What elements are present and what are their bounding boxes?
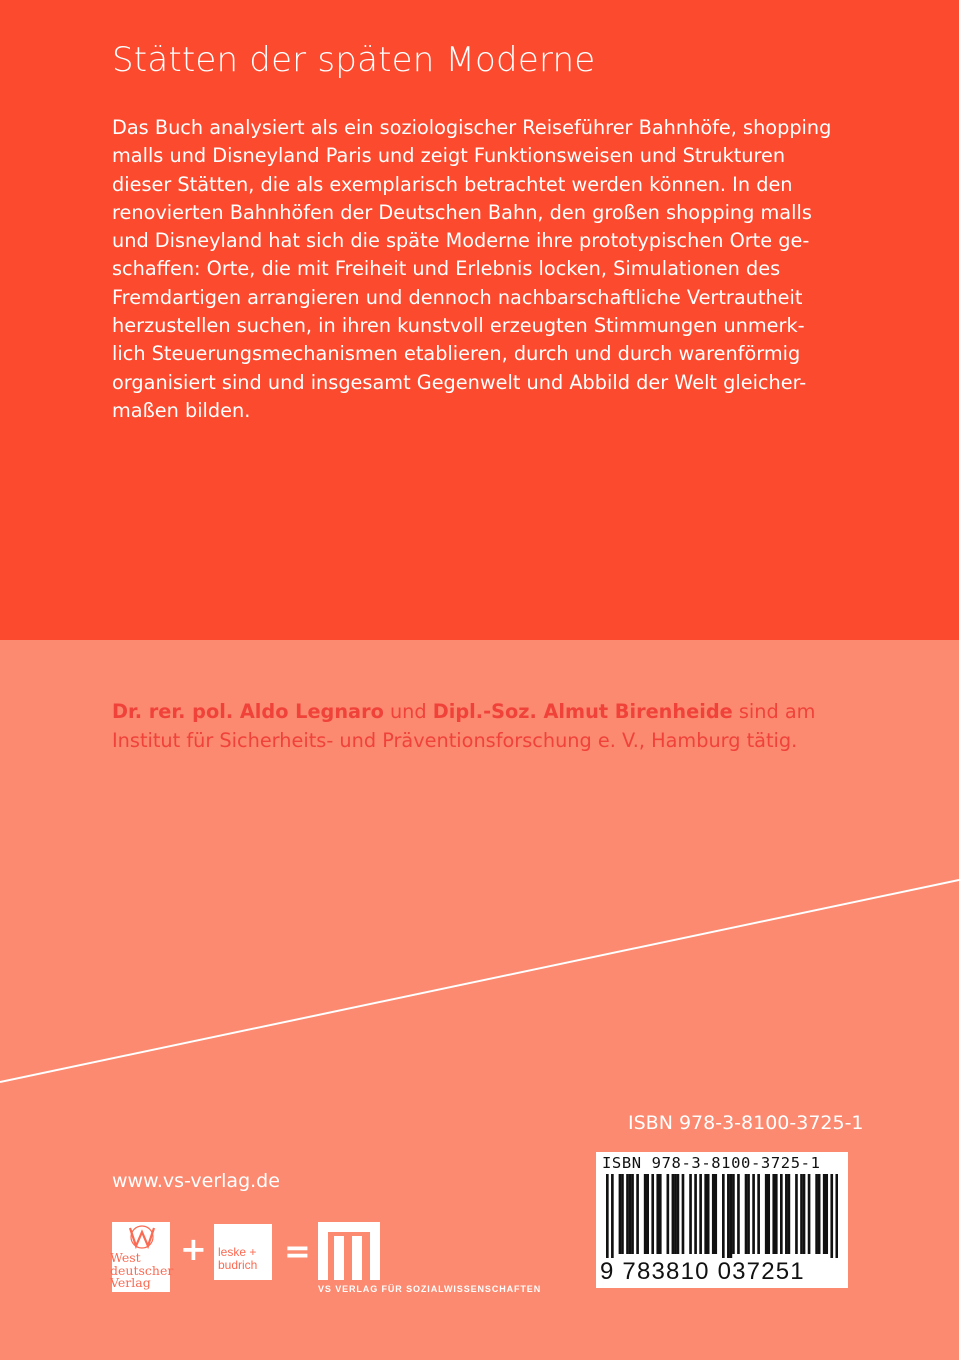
top-panel bbox=[0, 0, 959, 640]
vs-verlag-logo-icon bbox=[318, 1222, 380, 1280]
author-1-name: Dr. rer. pol. Aldo Legnaro bbox=[112, 700, 384, 723]
blurb-line: dieser Stätten, die als exemplarisch betrachtet werden können. In den bbox=[112, 172, 793, 196]
logo-text-line: West bbox=[110, 1250, 141, 1265]
barcode-bar bbox=[835, 1174, 838, 1258]
barcode-bar bbox=[785, 1174, 788, 1254]
blurb-line: Fremdartigen arrangieren und dennoch nachbarschaftliche Vertrautheit bbox=[112, 285, 803, 309]
barcode-bar bbox=[772, 1174, 775, 1254]
barcode-bar bbox=[707, 1174, 710, 1254]
blurb-line: organisiert sind und insgesamt Gegenwelt und Abbild der Welt gleicher- bbox=[112, 370, 807, 394]
barcode-bar bbox=[815, 1174, 818, 1254]
wv-emblem-icon bbox=[128, 1224, 156, 1252]
barcode-bar bbox=[780, 1174, 783, 1254]
isbn-label: ISBN 978-3-8100-3725-1 bbox=[628, 1112, 864, 1134]
barcode-isbn-text: ISBN 978-3-8100-3725-1 bbox=[602, 1154, 821, 1172]
barcode-bar bbox=[712, 1174, 715, 1254]
barcode-bar bbox=[629, 1174, 632, 1254]
barcode-bar bbox=[745, 1174, 748, 1254]
barcode-bar bbox=[626, 1174, 629, 1254]
author-line-2: Institut für Sicherheits- und Präventionsforschung e. V., Hamburg tätig. bbox=[112, 729, 798, 752]
barcode-bar bbox=[674, 1174, 677, 1254]
barcode-bar bbox=[631, 1174, 634, 1254]
barcode-bar bbox=[672, 1174, 675, 1254]
barcode-bar bbox=[800, 1174, 803, 1254]
barcode-bar bbox=[704, 1174, 707, 1254]
barcode-bar bbox=[730, 1174, 733, 1258]
barcode-bar bbox=[677, 1174, 680, 1254]
author-2-name: Dipl.-Soz. Almut Birenheide bbox=[432, 700, 733, 723]
barcode-bar bbox=[803, 1174, 806, 1254]
blurb-text bbox=[112, 114, 852, 425]
blurb-line: maßen bilden. bbox=[112, 398, 251, 422]
blurb-line: Das Buch analysiert als ein soziologischer Reiseführer Bahnhöfe, shopping bbox=[112, 116, 832, 139]
barcode-bar bbox=[619, 1174, 622, 1254]
barcode-bar bbox=[621, 1174, 624, 1254]
barcode-bar bbox=[825, 1174, 828, 1254]
barcode-bar bbox=[646, 1174, 649, 1254]
leske-budrich-logo bbox=[214, 1224, 272, 1280]
barcode-digits: 9 783810 037251 bbox=[600, 1258, 805, 1285]
barcode-bar bbox=[659, 1174, 662, 1254]
barcode-bar bbox=[752, 1174, 755, 1254]
barcode-bar bbox=[656, 1174, 659, 1254]
blurb-line: renovierten Bahnhöfen der Deutschen Bahn, den großen shopping malls bbox=[112, 200, 812, 224]
barcode-bar bbox=[823, 1174, 826, 1254]
barcode-bar bbox=[788, 1174, 791, 1254]
barcode-bar bbox=[714, 1174, 717, 1254]
barcode-bar bbox=[606, 1174, 609, 1258]
book-title: Stätten der späten Moderne bbox=[112, 40, 596, 80]
barcode-bar bbox=[636, 1174, 639, 1254]
barcode-bar bbox=[732, 1174, 735, 1254]
equals-sign: = bbox=[284, 1232, 311, 1270]
barcode-bar bbox=[651, 1174, 654, 1254]
barcode-bar bbox=[689, 1174, 692, 1254]
author-info bbox=[112, 697, 872, 755]
barcode-bar bbox=[694, 1174, 697, 1254]
blurb-line: lich Steuerungsmechanismen etablieren, durch und durch warenförmig bbox=[112, 342, 801, 366]
barcode-bar bbox=[757, 1174, 760, 1254]
barcode-bar bbox=[795, 1174, 798, 1254]
barcode-bar bbox=[611, 1174, 614, 1258]
barcode-bars bbox=[606, 1174, 838, 1258]
blurb-line: schaffen: Orte, die mit Freiheit und Erlebnis locken, Simulationen des bbox=[112, 257, 781, 281]
author-line-1 bbox=[112, 697, 872, 726]
barcode bbox=[596, 1152, 848, 1288]
logo-text-line: Verlag bbox=[110, 1275, 151, 1290]
barcode-bar bbox=[747, 1174, 750, 1254]
leske-logo-text bbox=[218, 1246, 257, 1272]
barcode-bar bbox=[808, 1174, 811, 1254]
barcode-bar bbox=[682, 1174, 685, 1254]
barcode-bar bbox=[775, 1174, 778, 1254]
blurb-line: herzustellen suchen, in ihren kunstvoll erzeugten Stimmungen unmerk- bbox=[112, 314, 805, 338]
barcode-bar bbox=[830, 1174, 833, 1258]
author-conjunction: und bbox=[383, 700, 433, 723]
barcode-bar bbox=[737, 1174, 740, 1254]
barcode-bar bbox=[644, 1174, 647, 1254]
author-line-1-suffix: sind am bbox=[732, 700, 816, 723]
barcode-bar bbox=[767, 1174, 770, 1254]
barcode-bar bbox=[765, 1174, 768, 1254]
logo-text-line: leske + bbox=[218, 1245, 257, 1259]
barcode-bar bbox=[699, 1174, 702, 1254]
plus-sign: + bbox=[180, 1230, 207, 1268]
blurb-line: malls und Disneyland Paris und zeigt Funktionsweisen und Strukturen bbox=[112, 144, 786, 168]
westdeutscher-logo-text bbox=[110, 1252, 172, 1290]
logo-text-line: budrich bbox=[218, 1258, 258, 1272]
barcode-bar bbox=[667, 1174, 670, 1254]
publisher-url[interactable]: www.vs-verlag.de bbox=[112, 1170, 280, 1192]
barcode-bar bbox=[727, 1174, 730, 1258]
logo-text-line: deutscher bbox=[110, 1262, 174, 1278]
barcode-bar bbox=[818, 1174, 821, 1254]
blurb-line: und Disneyland hat sich die späte Moderne ihre prototypischen Orte ge- bbox=[112, 229, 810, 253]
vs-verlag-caption: VS VERLAG FÜR SOZIALWISSENSCHAFTEN bbox=[318, 1284, 542, 1294]
westdeutscher-verlag-logo bbox=[110, 1222, 174, 1292]
barcode-bar bbox=[722, 1174, 725, 1258]
